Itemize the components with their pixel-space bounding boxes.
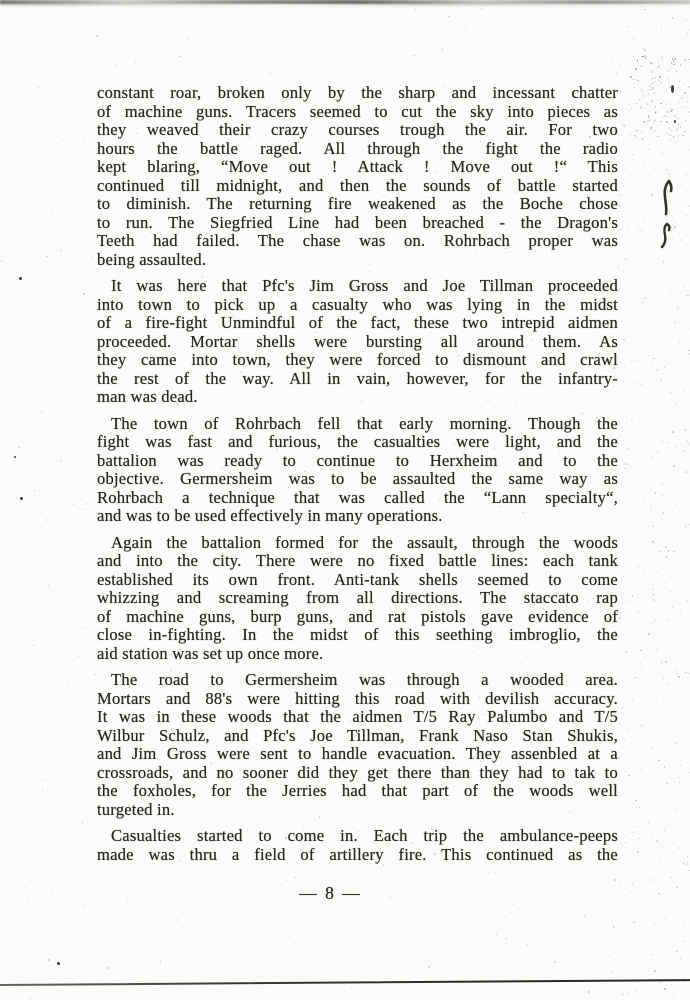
text-line: they came into town, they were forced to dismount and crawl: [97, 350, 618, 369]
text-line: and was to be used effectively in many operations.: [97, 506, 443, 525]
text-line: It was in these woods that the aidmen T/5 Ray Palumbo and T/5: [97, 707, 618, 726]
text-line: hours the battle raged. All through the fight the radio: [97, 138, 618, 158]
paragraph-3: [97, 415, 618, 526]
text-line: fight was fast and furious, the casualties were light, and the: [97, 432, 618, 451]
top-edge-smudge-artifact2: [0, 3, 690, 6]
text-line: and Jim Gross were sent to handle evacuation. They assenbled at a: [97, 744, 618, 763]
text-line: constant roar, broken only by the sharp and incessant chatter: [97, 83, 618, 102]
right-edge-ink-marks: [652, 179, 680, 251]
text-line: The town of Rohrbach fell that early morning. Though the: [111, 413, 618, 433]
text-line: Rohrbach a technique that was called the “Lann specialty“,: [97, 487, 618, 507]
text-line: of a fire-fight Unmindful of the fact, these two intrepid aidmen: [97, 313, 618, 332]
text-line: into town to pick up a casualty who was lying in the midst: [97, 294, 618, 314]
text-line: of machine guns. Tracers seemed to cut the sky into pieces as: [97, 101, 618, 121]
text-line: whizzing and screaming from all directions. The staccato rap: [97, 588, 618, 607]
text-line: the rest of the way. All in vain, however, for the infantry-: [97, 368, 618, 388]
text-line: being assaulted.: [97, 249, 207, 269]
paragraph-1: [97, 84, 618, 269]
text-line: turgeted in.: [97, 799, 175, 819]
text-line: to run. The Siegfried Line had been breached - the Dragon's: [97, 212, 618, 232]
text-line: battalion was ready to continue to Herxheim and to the: [97, 450, 618, 470]
text-line: they weaved their crazy courses trough the air. For two: [97, 120, 618, 139]
text-line: Again the battalion formed for the assault, through the woods: [111, 532, 618, 552]
paragraph-5: [97, 671, 618, 819]
text-line: continued till midnight, and then the sounds of battle started: [97, 175, 618, 195]
text-line: crossroads, and no sooner did they get there than they had to tak to: [97, 762, 618, 782]
text-line: established its own front. Anti-tank shells seemed to come: [97, 569, 618, 589]
text-line: Mortars and 88's were hitting this road with devilish accuracy.: [97, 688, 618, 708]
text-line: Teeth had failed. The chase was on. Rohrbach proper was: [97, 231, 618, 250]
text-line: Casualties started to come in. Each trip the ambulance-peeps: [111, 826, 618, 845]
bottom-scan-line-artifact: [0, 979, 690, 986]
text-line: made was thru a field of artillery fire. This continued as the: [97, 844, 618, 864]
text-line: objective. Germersheim was to be assaulted the same way as: [97, 469, 618, 488]
text-line: of machine guns, burp guns, and rat pistols gave evidence of: [97, 606, 618, 626]
text-line: the foxholes, for the Jerries had that part of the woods well: [97, 781, 618, 800]
page-text: [97, 84, 618, 872]
paragraph-6: [97, 827, 618, 864]
paragraph-2: [97, 277, 618, 407]
text-line: close in-fighting. In the midst of this seething imbroglio, the: [97, 625, 618, 644]
text-line: to diminish. The returning fire weakened as the Boche chose: [97, 194, 618, 213]
text-line: kept blaring, “Move out ! Attack ! Move out !“ This: [97, 157, 618, 176]
paragraph-4: [97, 534, 618, 664]
text-line: It was here that Pfc's Jim Gross and Joe Tillman proceeded: [111, 276, 618, 295]
text-line: Wilbur Schulz, and Pfc's Joe Tillman, Frank Naso Stan Shukis,: [97, 725, 618, 745]
page-number: — 8 —: [299, 883, 362, 903]
text-line: and into the city. There were no fixed battle lines: each tank: [97, 551, 618, 570]
text-line: man was dead.: [97, 387, 198, 406]
text-line: proceeded. Mortar shells were bursting all around them. As: [97, 331, 618, 351]
text-line: The road to Germersheim was through a wooded area.: [111, 670, 618, 689]
text-line: aid station was set up once more.: [97, 643, 324, 663]
